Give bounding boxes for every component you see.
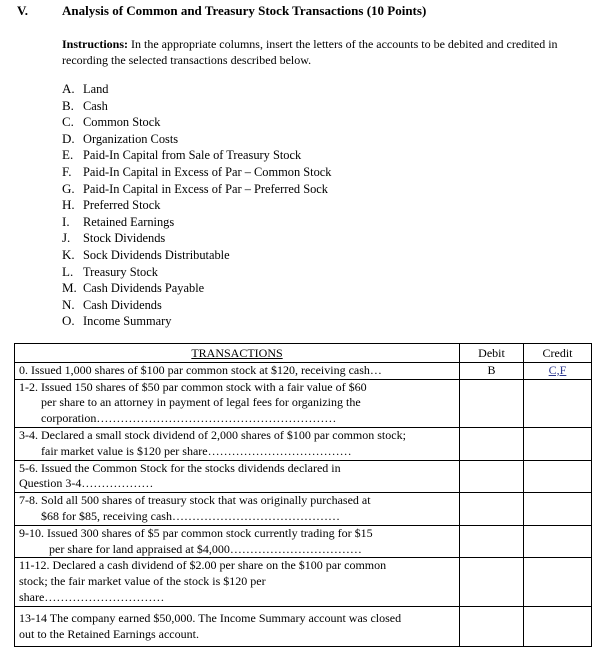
account-name: Common Stock xyxy=(83,115,161,130)
account-item xyxy=(62,181,331,198)
transaction-cell xyxy=(15,493,460,526)
debit-cell[interactable] xyxy=(460,493,524,526)
account-letter: E. xyxy=(62,147,74,163)
account-letter: M. xyxy=(62,280,77,296)
account-item xyxy=(62,114,331,131)
account-name: Paid-In Capital from Sale of Treasury Stock xyxy=(83,148,302,163)
account-item xyxy=(62,230,331,247)
account-letter: G. xyxy=(62,180,75,196)
account-letter: H. xyxy=(62,197,75,213)
credit-cell[interactable] xyxy=(524,493,592,526)
transaction-line-2: Question 3-4……………… xyxy=(19,476,154,491)
transaction-cell xyxy=(15,362,460,379)
table-header-row xyxy=(15,344,592,363)
debit-cell[interactable] xyxy=(460,558,524,606)
transaction-line-1: 0. Issued 1,000 shares of $100 par common stock at $120, receiving cash… xyxy=(19,362,382,377)
account-name: Treasury Stock xyxy=(83,264,158,279)
table-row xyxy=(15,379,592,427)
credit-cell[interactable]: C,F xyxy=(524,362,592,379)
transactions-header: TRANSACTIONS xyxy=(15,344,460,363)
account-letter: K. xyxy=(62,246,75,262)
account-name: Sock Dividends Distributable xyxy=(83,247,230,262)
account-item xyxy=(62,197,331,214)
credit-cell[interactable] xyxy=(524,525,592,558)
account-item xyxy=(62,131,331,148)
table-row xyxy=(15,606,592,647)
account-letter: J. xyxy=(62,230,71,246)
account-item xyxy=(62,264,331,281)
account-item xyxy=(62,247,331,264)
account-item xyxy=(62,297,331,314)
transaction-line-1: 9-10. Issued 300 shares of $5 par common stock currently trading for $15 xyxy=(19,525,373,540)
section-title: Analysis of Common and Treasury Stock Transactions (10 Points) xyxy=(62,3,427,18)
transaction-line-1: 7-8. Sold all 500 shares of treasury stock that was originally purchased at xyxy=(19,493,371,508)
debit-header: Debit xyxy=(460,344,524,363)
transactions-table xyxy=(14,343,592,647)
table-row xyxy=(15,460,592,493)
instructions-label: Instructions: xyxy=(62,37,129,51)
account-letter: O. xyxy=(62,313,75,329)
section-number: V. xyxy=(17,3,28,18)
transaction-line-2: out to the Retained Earnings account. xyxy=(19,626,199,641)
transaction-line-1: 5-6. Issued the Common Stock for the stocks dividends declared in xyxy=(19,460,341,475)
transaction-line-2: fair market value is $120 per share……………………………… xyxy=(41,443,352,458)
credit-header: Credit xyxy=(524,344,592,363)
debit-cell[interactable] xyxy=(460,427,524,460)
account-letter: D. xyxy=(62,130,75,146)
account-name: Retained Earnings xyxy=(83,214,175,229)
credit-cell[interactable] xyxy=(524,460,592,493)
credit-cell[interactable] xyxy=(524,606,592,647)
account-item xyxy=(62,81,331,98)
account-item xyxy=(62,280,331,297)
account-name: Paid-In Capital in Excess of Par – Common Stock xyxy=(83,164,332,179)
account-name: Organization Costs xyxy=(83,131,179,146)
account-name: Land xyxy=(83,82,109,96)
table-row xyxy=(15,362,592,379)
transaction-cell xyxy=(15,460,460,493)
instructions xyxy=(62,36,562,68)
transaction-line-1: 11-12. Declared a cash dividend of $2.00 per share on the $100 par common xyxy=(19,558,387,573)
credit-cell[interactable] xyxy=(524,379,592,427)
account-letter: C. xyxy=(62,114,74,130)
account-name: Cash Dividends Payable xyxy=(83,281,205,296)
account-letter: I. xyxy=(62,213,70,229)
transaction-line-2: per share to an attorney in payment of legal fees for organizing the xyxy=(41,395,361,410)
debit-cell[interactable]: B xyxy=(460,362,524,379)
transaction-cell xyxy=(15,606,460,647)
transaction-line-2: $68 for $85, receiving cash…………………………………… xyxy=(41,508,340,523)
debit-cell[interactable] xyxy=(460,606,524,647)
table-row xyxy=(15,558,592,606)
table-row xyxy=(15,525,592,558)
transaction-line-1: 13-14 The company earned $50,000. The Income Summary account was closed xyxy=(19,610,402,625)
account-name: Income Summary xyxy=(83,314,172,329)
account-name: Cash xyxy=(83,98,108,113)
credit-cell[interactable] xyxy=(524,427,592,460)
account-letter: L. xyxy=(62,263,74,279)
section-heading xyxy=(17,3,426,19)
account-item xyxy=(62,147,331,164)
account-name: Cash Dividends xyxy=(83,297,162,312)
credit-cell[interactable] xyxy=(524,558,592,606)
transaction-line-3: share………………………… xyxy=(19,589,165,604)
account-item xyxy=(62,164,331,181)
account-name: Preferred Stock xyxy=(83,198,161,213)
debit-cell[interactable] xyxy=(460,379,524,427)
transaction-line-2: stock; the fair market value of the stock is $120 per xyxy=(19,574,266,589)
transaction-cell xyxy=(15,558,460,606)
account-item xyxy=(62,313,331,330)
account-letter: F. xyxy=(62,163,72,179)
debit-cell[interactable] xyxy=(460,460,524,493)
account-letter: B. xyxy=(62,97,74,113)
instructions-text: In the appropriate columns, insert the letters of the accounts to be debited and credited in recording the selected transactions described below. xyxy=(62,37,558,67)
accounts-list xyxy=(62,81,331,330)
transaction-line-1: 1-2. Issued 150 shares of $50 par common stock with a fair value of $60 xyxy=(19,379,367,394)
table-row xyxy=(15,493,592,526)
transaction-cell xyxy=(15,525,460,558)
transaction-cell xyxy=(15,427,460,460)
transaction-line-2: per share for land appraised at $4,000…………………………… xyxy=(49,541,362,556)
transaction-line-3: corporation…………………………………………………… xyxy=(41,411,337,426)
account-name: Paid-In Capital in Excess of Par – Preferred Sock xyxy=(83,181,328,196)
account-name: Stock Dividends xyxy=(83,231,166,246)
account-letter: N. xyxy=(62,296,75,312)
account-item xyxy=(62,98,331,115)
table-row xyxy=(15,427,592,460)
account-letter: A. xyxy=(62,81,75,96)
transaction-line-1: 3-4. Declared a small stock dividend of 2,000 shares of $100 par common stock; xyxy=(19,427,406,442)
debit-cell[interactable] xyxy=(460,525,524,558)
account-item xyxy=(62,214,331,231)
transaction-cell xyxy=(15,379,460,427)
